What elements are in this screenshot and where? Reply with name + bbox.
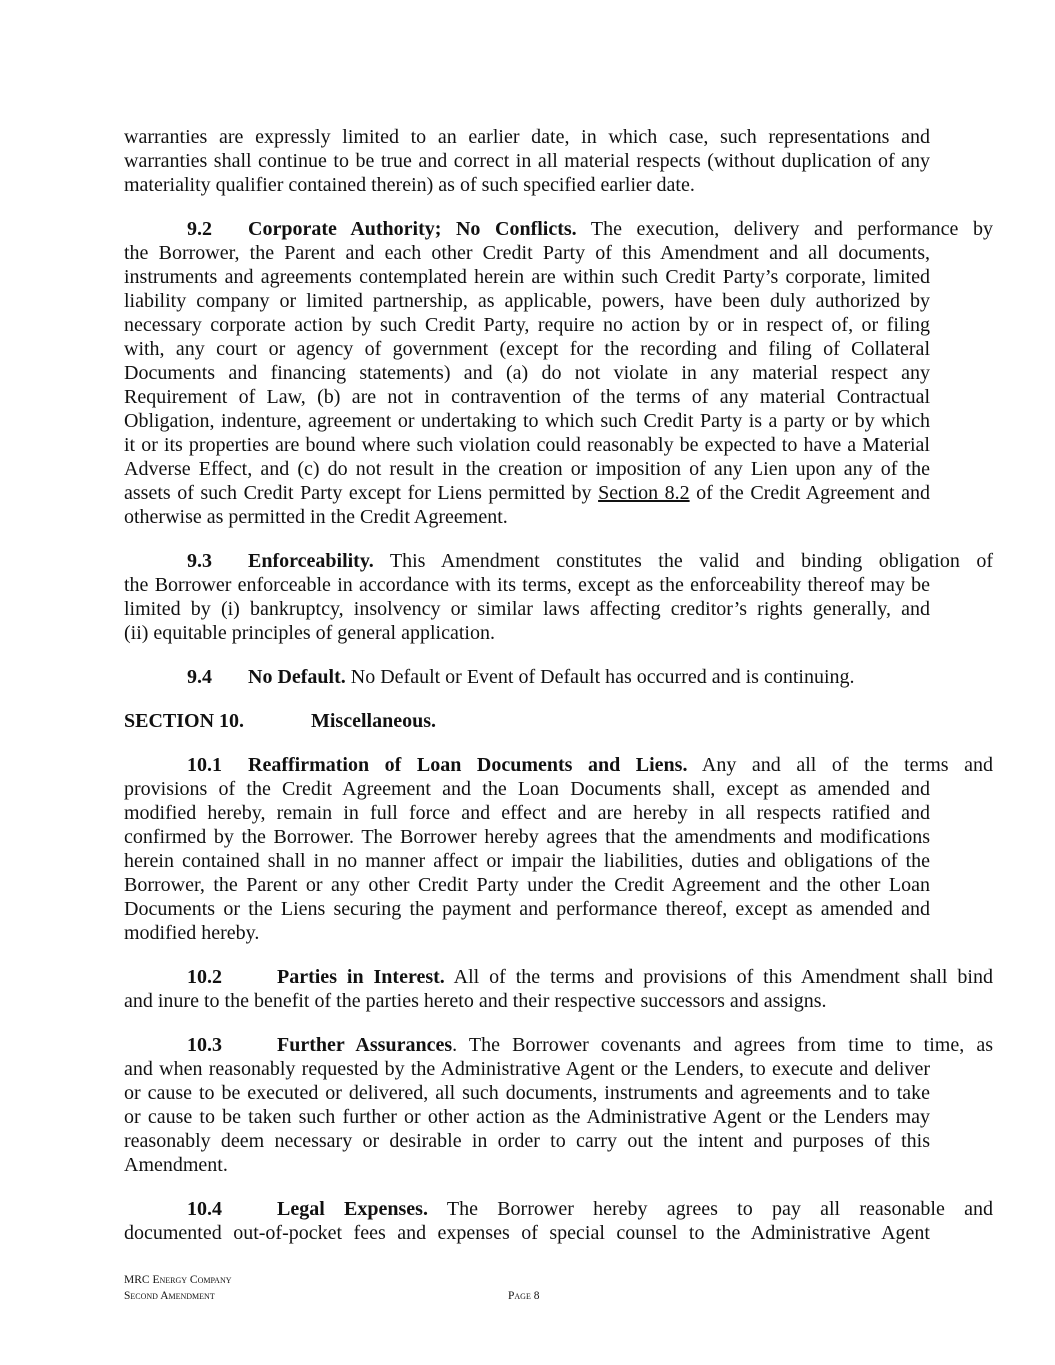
section-number: SECTION 10.	[124, 710, 245, 732]
text-line: (ii) equitable principles of general application.	[124, 622, 495, 644]
paragraph-continuation	[124, 125, 930, 197]
paragraph-9-2	[124, 217, 993, 529]
section-number: 10.1	[187, 754, 222, 776]
section-heading: Legal Expenses.	[277, 1198, 428, 1220]
text-line: Amendment.	[124, 1154, 228, 1176]
paragraph-text: No Default or Event of Default has occurred and is continuing.	[345, 666, 855, 688]
paragraph-10-2	[124, 965, 993, 1013]
text-line: with, any court or agency of government (except for the recording and filing of Collateral	[124, 338, 930, 360]
section-heading: No Default.	[248, 666, 346, 688]
paragraph-first-line	[124, 965, 993, 989]
paragraph-10-4	[124, 1197, 993, 1245]
text-line: Adverse Effect, and (c) do not result in the creation or imposition of any Lien upon any of the	[124, 458, 930, 480]
text-line: warranties shall continue to be true and correct in all material respects (without duplication of any	[124, 150, 930, 172]
section-number: 10.2	[187, 966, 222, 988]
text-line: Documents and financing statements) and (a) do not violate in any material respect any	[124, 362, 930, 384]
paragraph-section-10	[124, 709, 930, 733]
paragraph-first-line	[124, 665, 993, 689]
paragraph-10-1	[124, 753, 993, 945]
paragraph-first-line	[124, 1033, 993, 1057]
page-footer	[124, 1272, 540, 1304]
paragraph-first-line	[124, 1197, 993, 1221]
text-line: it or its properties are bound where such violation could reasonably be expected to have a Material	[124, 434, 930, 456]
section-reference-link: Section 8.2	[598, 482, 690, 504]
paragraph-first-line	[124, 549, 993, 573]
text-line: the Borrower enforceable in accordance with its terms, except as the enforceability thereof may be	[124, 574, 930, 596]
text-line: or cause to be executed or delivered, all such documents, instruments and agreements and to take	[124, 1082, 930, 1104]
text-line: Obligation, indenture, agreement or undertaking to which such Credit Party is a party or by which	[124, 410, 930, 432]
section-heading: Further Assurances	[277, 1034, 453, 1056]
paragraph-9-4	[124, 665, 930, 689]
section-number: 9.3	[187, 550, 212, 572]
section-number: 10.3	[187, 1034, 222, 1056]
paragraph-text: Any and all of the terms and	[687, 754, 993, 776]
text-line: provisions of the Credit Agreement and the Loan Documents shall, except as amended and	[124, 778, 930, 800]
text-line: Requirement of Law, (b) are not in contravention of the terms of any material Contractual	[124, 386, 930, 408]
text-line: confirmed by the Borrower. The Borrower hereby agrees that the amendments and modifications	[124, 826, 930, 848]
paragraph-text: . The Borrower covenants and agrees from time to time, as	[452, 1034, 993, 1056]
text-line: instruments and agreements contemplated herein are within such Credit Party’s corporate, limited	[124, 266, 930, 288]
footer-company: MRC Energy Company	[124, 1274, 232, 1286]
text-line: herein contained shall in no manner affect or impair the liabilities, duties and obligations of the	[124, 850, 930, 872]
text-line: warranties are expressly limited to an earlier date, in which case, such representations and	[124, 126, 930, 148]
text-line: limited by (i) bankruptcy, insolvency or similar laws affecting creditor’s rights generally, and	[124, 598, 930, 620]
document-body	[124, 125, 993, 1245]
footer-page-number: Page 8	[508, 1290, 540, 1302]
text-line: Documents or the Liens securing the payment and performance thereof, except as amended and	[124, 898, 930, 920]
text-line: and inure to the benefit of the parties hereto and their respective successors and assigns.	[124, 990, 827, 1012]
section-title: Miscellaneous.	[311, 710, 436, 732]
section-number: 9.2	[187, 218, 212, 240]
text-line: documented out-of-pocket fees and expenses of special counsel to the Administrative Agent	[124, 1222, 930, 1244]
text-line: the Borrower, the Parent and each other Credit Party of this Amendment and all documents,	[124, 242, 930, 264]
paragraph-first-line	[124, 753, 993, 777]
section-heading	[124, 709, 930, 733]
section-heading: Enforceability.	[248, 550, 374, 572]
paragraph-text: All of the terms and provisions of this Amendment shall bind	[444, 966, 993, 988]
text-line: necessary corporate action by such Credit Party, require no action by or in respect of, or filing	[124, 314, 930, 336]
footer-document: Second Amendment	[124, 1290, 215, 1302]
section-heading: Parties in Interest.	[277, 966, 445, 988]
text-line: assets of such Credit Party except for Liens permitted by Section 8.2 of the Credit Agreement and	[124, 482, 930, 504]
text-line: modified hereby, remain in full force and effect and are hereby in all respects ratified and	[124, 802, 930, 824]
paragraph-first-line	[124, 217, 993, 241]
paragraph-text: The execution, delivery and performance by	[576, 218, 993, 240]
text-line: materiality qualifier contained therein) as of such specified earlier date.	[124, 174, 695, 196]
text-line: Borrower, the Parent or any other Credit Party under the Credit Agreement and the other Loan	[124, 874, 930, 896]
paragraph-9-3	[124, 549, 993, 645]
text-line: otherwise as permitted in the Credit Agreement.	[124, 506, 508, 528]
section-heading: Corporate Authority; No Conflicts.	[248, 218, 577, 240]
text-line: and when reasonably requested by the Administrative Agent or the Lenders, to execute and deliver	[124, 1058, 930, 1080]
section-heading: Reaffirmation of Loan Documents and Liens.	[248, 754, 688, 776]
text-line: modified hereby.	[124, 922, 260, 944]
section-number: 9.4	[187, 666, 212, 688]
section-number: 10.4	[187, 1198, 222, 1220]
paragraph-text: This Amendment constitutes the valid and binding obligation of	[373, 550, 993, 572]
paragraph-10-3	[124, 1033, 993, 1177]
text-line: liability company or limited partnership, as applicable, powers, have been duly authorized by	[124, 290, 930, 312]
paragraph-text: The Borrower hereby agrees to pay all reasonable and	[427, 1198, 993, 1220]
text-line: reasonably deem necessary or desirable in order to carry out the intent and purposes of this	[124, 1130, 930, 1152]
text-line: or cause to be taken such further or other action as the Administrative Agent or the Lenders may	[124, 1106, 930, 1128]
